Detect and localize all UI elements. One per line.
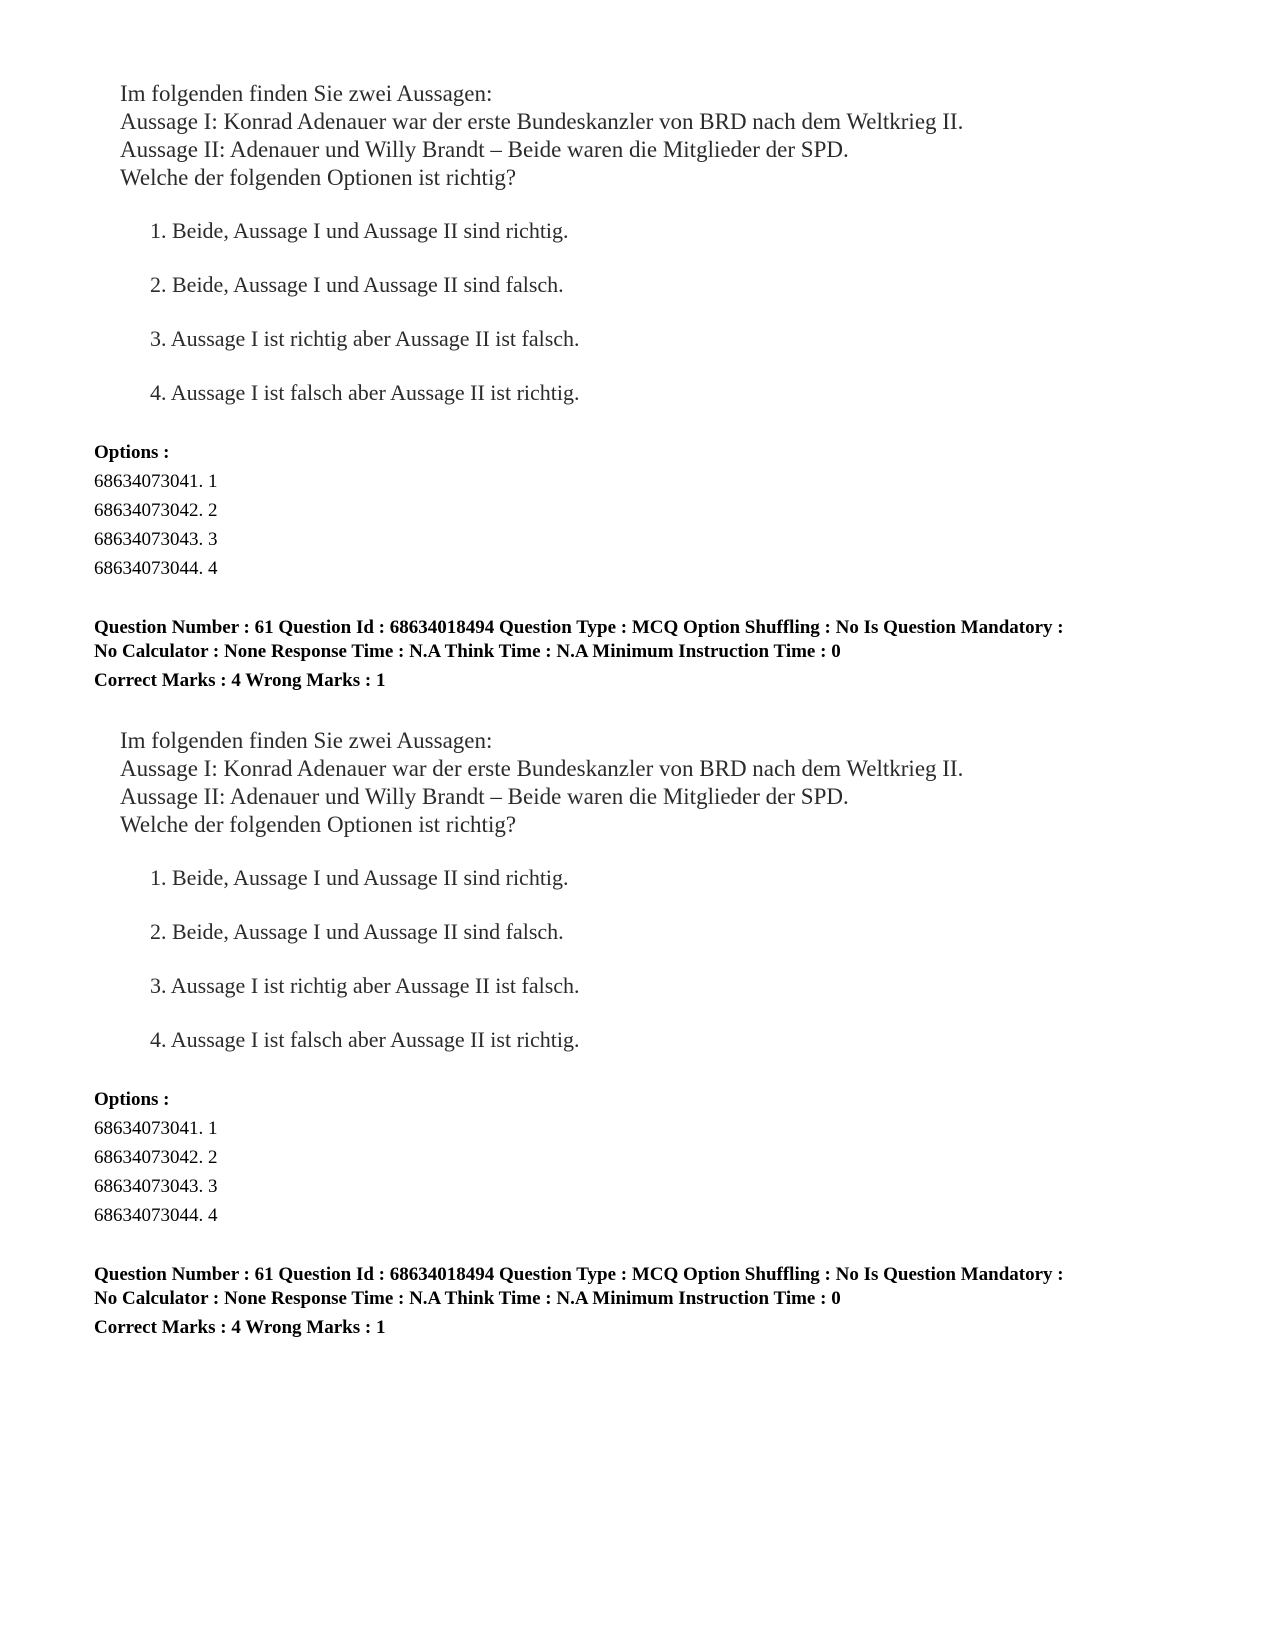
option-item: 68634073043. 3 bbox=[94, 529, 218, 550]
option-item: 68634073041. 1 bbox=[94, 471, 218, 492]
statement-line: Im folgenden finden Sie zwei Aussagen: bbox=[120, 81, 493, 106]
question-metadata bbox=[94, 616, 1234, 693]
options-list bbox=[94, 438, 694, 583]
option-item: 68634073044. 4 bbox=[94, 558, 218, 579]
marks-line: Correct Marks : 4 Wrong Marks : 1 bbox=[94, 1317, 386, 1338]
question-metadata bbox=[94, 1263, 1234, 1340]
statement-line: Aussage II: Adenauer und Willy Brandt – Beide waren die Mitglieder der SPD. bbox=[120, 784, 849, 809]
metadata-line: Question Number : 61 Question Id : 68634018494 Question Type : MCQ Option Shuffling : No Is Question Mandatory : bbox=[94, 617, 1064, 638]
answer-choice: 2. Beide, Aussage I und Aussage II sind falsch. bbox=[150, 272, 564, 297]
answer-choices bbox=[120, 865, 1120, 1081]
options-heading: Options : bbox=[94, 442, 170, 463]
statement-line: Welche der folgenden Optionen ist richtig? bbox=[120, 165, 517, 190]
option-item: 68634073041. 1 bbox=[94, 1118, 218, 1139]
answer-choice: 3. Aussage I ist richtig aber Aussage II ist falsch. bbox=[150, 973, 580, 998]
options-list bbox=[94, 1085, 694, 1230]
statement-line: Aussage II: Adenauer und Willy Brandt – Beide waren die Mitglieder der SPD. bbox=[120, 137, 849, 162]
statement-line: Im folgenden finden Sie zwei Aussagen: bbox=[120, 728, 493, 753]
metadata-line: No Calculator : None Response Time : N.A Think Time : N.A Minimum Instruction Time : 0 bbox=[94, 1288, 841, 1309]
answer-choice: 2. Beide, Aussage I und Aussage II sind falsch. bbox=[150, 919, 564, 944]
statement-line: Aussage I: Konrad Adenauer war der erste Bundeskanzler von BRD nach dem Weltkrieg II. bbox=[120, 756, 964, 781]
option-item: 68634073042. 2 bbox=[94, 500, 218, 521]
option-item: 68634073043. 3 bbox=[94, 1176, 218, 1197]
question-statements bbox=[120, 727, 1120, 839]
answer-choices bbox=[120, 218, 1120, 434]
answer-choice: 1. Beide, Aussage I und Aussage II sind richtig. bbox=[150, 865, 569, 890]
option-item: 68634073042. 2 bbox=[94, 1147, 218, 1168]
question-statements bbox=[120, 80, 1120, 192]
metadata-line: Question Number : 61 Question Id : 68634018494 Question Type : MCQ Option Shuffling : No Is Question Mandatory : bbox=[94, 1264, 1064, 1285]
answer-choice: 1. Beide, Aussage I und Aussage II sind richtig. bbox=[150, 218, 569, 243]
marks-line: Correct Marks : 4 Wrong Marks : 1 bbox=[94, 670, 386, 691]
answer-choice: 3. Aussage I ist richtig aber Aussage II ist falsch. bbox=[150, 326, 580, 351]
answer-choice: 4. Aussage I ist falsch aber Aussage II ist richtig. bbox=[150, 380, 580, 405]
statement-line: Aussage I: Konrad Adenauer war der erste Bundeskanzler von BRD nach dem Weltkrieg II. bbox=[120, 109, 964, 134]
question-stem bbox=[120, 727, 1120, 1081]
metadata-line: No Calculator : None Response Time : N.A Think Time : N.A Minimum Instruction Time : 0 bbox=[94, 641, 841, 662]
options-heading: Options : bbox=[94, 1089, 170, 1110]
option-item: 68634073044. 4 bbox=[94, 1205, 218, 1226]
statement-line: Welche der folgenden Optionen ist richtig? bbox=[120, 812, 517, 837]
answer-choice: 4. Aussage I ist falsch aber Aussage II ist richtig. bbox=[150, 1027, 580, 1052]
question-stem bbox=[120, 80, 1120, 434]
